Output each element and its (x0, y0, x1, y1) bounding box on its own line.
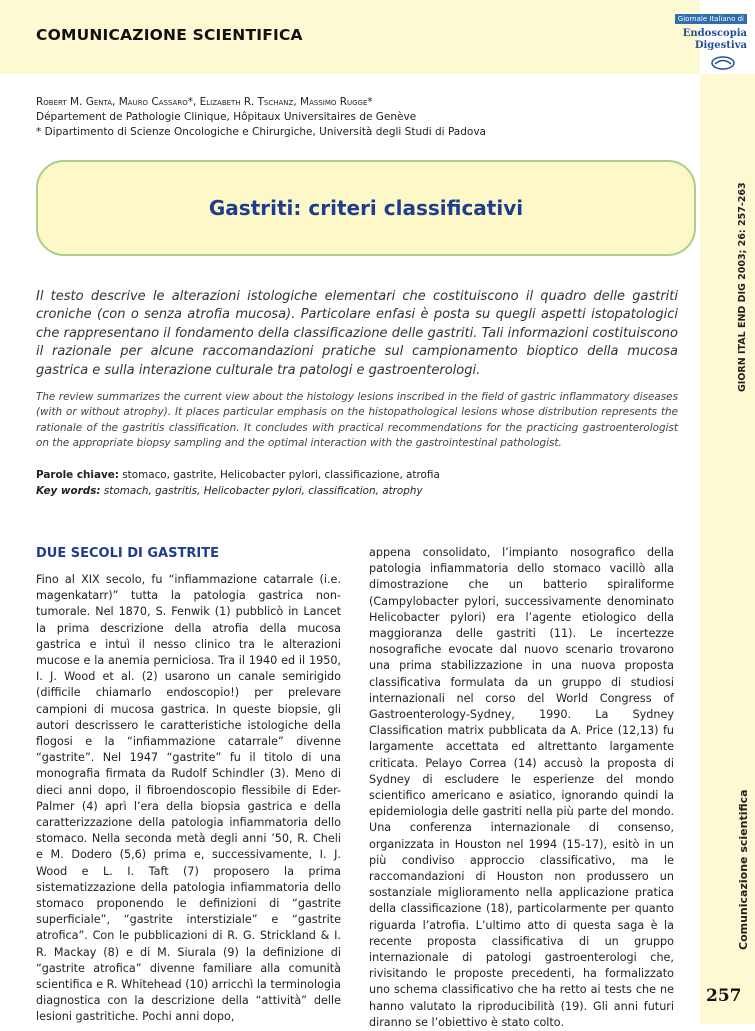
page-number: 257 (706, 986, 742, 1006)
abstract-english: The review summarizes the current view about the histology lesions inscribed in the field of gastric inflammatory diseases (with or without atrophy). It places particular emphasis on the histopathological lesions whose distribution represents the rationale of the gastritis classification. It concludes with practical recommendations for the practicing gastroenterologist on the appropriate biopsy sampling and the optimal interaction with the gastrointestinal pathologist. (36, 391, 678, 450)
keywords-english-label: Key words: (36, 484, 101, 497)
abstract-italian: Il testo descrive le alterazioni istologiche elementari che costituiscono il quadro delle gastriti croniche (con o senza atrofia mucosa). Particolare enfasi è posta su quegli aspetti istopatologici che rappresentano il fondamento della classificazione delle gastriti. Tali informazioni costituiscono il razionale per alcune raccomandazioni pratiche sul campionamento bioptico della mucosa gastrica e sulla interazione culturale tra patologi e gastroenterologi. (36, 289, 678, 378)
journal-emblem-icon (711, 56, 735, 70)
body-column-right: appena consolidato, l’impianto nosografico della patologia infiammatoria dello stomaco vacillò alla dimostrazione che un batterio spiraliforme (Campylobacter pylori, successivamente denominato Helicobacter pylori) era l’agente etiologico della maggioranza delle gastriti (11). Le incertezze nosografiche evocate dal nuovo scenario trovarono una prima stabilizzazione in una nuova proposta classificativa formulata da un gruppo di studiosi internazionali nel corso del World Congress of Gastroenterology-Sydney, 1990. La Sydney Classification matrix pubblicata da A. Price (12,13) fu largamente accettata ed altrettanto largamente criticata. Pelayo Correa (14) accusò la proposta di Sydney di escludere le esperienze del mondo scientifico americano e asiatico, ignorando quindi la epidemiologia delle gastriti nella più parte del mondo. Una conferenza internazionale di consenso, organizzata in Houston nel 1994 (15-17), esitò in un più condiviso approccio classificativo, ma le raccomandazioni di Houston non produssero un sostanziale miglioramento nella applicazione pratica della classificazione (18), particolarmente per quanto riguarda l’atrofia. L’ultimo atto di questa saga è la recente proposta classificativa di un gruppo internazionale di patologi gastroenterologi che, rivisitando le proposte precedenti, ha formalizzato uno schema classificativo che ha retto ai tests che ne hanno valutato la riproducibilità (19). Gli anni futuri diranno se l’obiettivo è stato colto. (369, 546, 674, 1029)
side-section-label: Comunicazione scientifica (737, 789, 750, 950)
keywords-italian-label: Parole chiave: (36, 469, 119, 481)
section-header: COMUNICAZIONE SCIENTIFICA (36, 26, 303, 44)
keywords-italian-value: stomaco, gastrite, Helicobacter pylori, classificazione, atrofia (118, 469, 440, 481)
keywords-italian (36, 468, 440, 484)
title-box (36, 160, 696, 256)
journal-logo-name-2: Digestiva (694, 40, 747, 51)
journal-logo-top: Giornale Italiano di (675, 14, 747, 24)
section-heading: DUE SECOLI DI GASTRITE (36, 546, 219, 561)
article-title: Gastriti: criteri classificativi (208, 196, 524, 220)
body-column-left: Fino al XIX secolo, fu “infiammazione catarrale (i.e. magenkatarr)” tutta la patologia gastrica non-tumorale. Nel 1870, S. Fenwik (1) pubblicò in Lancet la prima descrizione della atrofia della mucosa gastrica e intuì il nesso clinico tra le alterazioni mucose e la anemia perniciosa. Tra il 1940 ed il 1950, I. J. Wood et al. (2) usarono un canale semirigido (difficile chiamarlo endoscopio!) per prelevare campioni di mucosa gastrica. In queste biopsie, gli autori descrissero le caratteristiche istologiche della flogosi e la “infiammazione catarrale” divenne “gastrite”. Nel 1947 “gastrite” fu il titolo di una monografia firmata da Rudolf Schindler (3). Meno di dieci anni dopo, il fibroendoscopio flessibile di Eder-Palmer (4) aprì l’era della biopsia gastrica e della caratterizzazione della patologia infiammatoria dello stomaco. Nella seconda metà degli anni ’50, R. Cheli e M. Dodero (5,6) prima e, successivamente, I. J. Wood e L. I. Taft (7) proposero la prima sistematizzazione della patologia infiammatoria dello stomaco proponendo le definizioni di “gastrite superficiale”, “gastrite interstiziale” e “gastrite atrofica”. Con le pubblicazioni di R. G. Strickland & I. R. Mackay (8) e di M. Siurala (9) la definizione di “gastrite atrofica” divenne familiare alla comunità scientifica e R. Whitehead (10) arricchì la terminologia diagnostica con la descrizione della “attività” delle lesioni gastritiche. Pochi anni dopo, (36, 573, 341, 1024)
journal-logo (660, 14, 755, 76)
journal-reference: GIORN ITAL END DIG 2003; 26: 257-263 (737, 182, 748, 392)
affiliation-1: Département de Pathologie Clinique, Hôpitaux Universitaires de Genève (36, 111, 417, 123)
authors-block (36, 95, 486, 140)
keywords-english-value: stomach, gastritis, Helicobacter pylori, classification, atrophy (100, 484, 423, 497)
journal-logo-name-1: Endoscopia (682, 28, 747, 39)
author-names: Robert M. Genta, Mauro Cassaro*, Elizabeth R. Tschanz, Massimo Rugge* (36, 96, 373, 108)
keywords-english (36, 484, 440, 500)
keywords-block (36, 468, 440, 499)
affiliation-2: * Dipartimento di Scienze Oncologiche e Chirurgiche, Università degli Studi di Padova (36, 126, 486, 138)
